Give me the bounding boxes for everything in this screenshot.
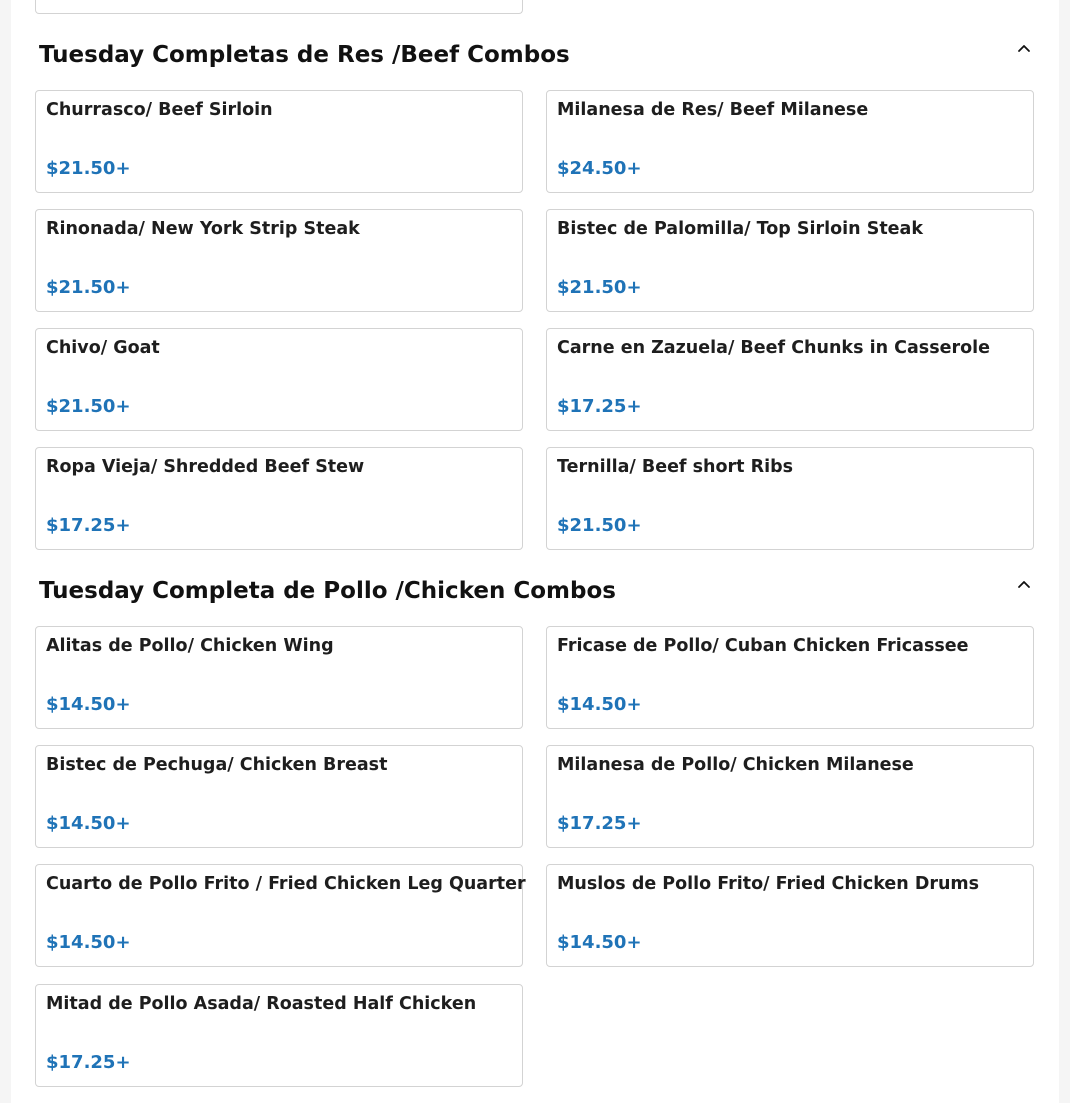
menu-item-price: $21.50+ — [46, 396, 131, 417]
menu-item-card[interactable] — [35, 745, 523, 848]
menu-item-name: Carne en Zazuela/ Beef Chunks in Casserole — [557, 338, 990, 358]
section-header-chicken — [11, 578, 1059, 618]
menu-item-price: $17.25+ — [46, 515, 131, 536]
section-title: Tuesday Completas de Res /Beef Combos — [39, 42, 570, 68]
menu-item-card[interactable] — [546, 447, 1034, 550]
menu-item-card[interactable] — [35, 90, 523, 193]
menu-item-card[interactable] — [546, 328, 1034, 431]
menu-item-price: $14.50+ — [557, 932, 642, 953]
menu-item-card[interactable] — [35, 209, 523, 312]
menu-item-card[interactable] — [546, 90, 1034, 193]
menu-item-name: Chivo/ Goat — [46, 338, 160, 358]
menu-item-card[interactable] — [35, 864, 526, 967]
menu-item-price: $14.50+ — [46, 813, 131, 834]
menu-item-name: Ternilla/ Beef short Ribs — [557, 457, 794, 477]
menu-item-name: Bistec de Palomilla/ Top Sirloin Steak — [557, 219, 923, 239]
section-header-beef — [11, 42, 1059, 82]
menu-item-card[interactable] — [35, 626, 523, 729]
menu-item-price: $14.50+ — [46, 932, 131, 953]
menu-item-name: Rinonada/ New York Strip Steak — [46, 219, 360, 239]
menu-item-card[interactable] — [546, 209, 1034, 312]
menu-item-card[interactable] — [546, 626, 1034, 729]
menu-item-price: $21.50+ — [46, 277, 131, 298]
menu-item-price: $17.25+ — [46, 1052, 131, 1073]
menu-item-card[interactable] — [35, 984, 523, 1087]
menu-item-card[interactable] — [35, 447, 523, 550]
menu-item-card-partial[interactable] — [35, 0, 523, 14]
menu-item-name: Churrasco/ Beef Sirloin — [46, 100, 273, 120]
menu-item-name: Cuarto de Pollo Frito / Fried Chicken Leg Quarter — [46, 874, 526, 894]
menu-item-price: $21.50+ — [557, 515, 642, 536]
menu-item-price: $21.50+ — [557, 277, 642, 298]
menu-item-card[interactable] — [546, 864, 1034, 967]
chevron-up-icon[interactable] — [1013, 574, 1035, 596]
menu-item-price: $21.50+ — [46, 158, 131, 179]
menu-item-name: Mitad de Pollo Asada/ Roasted Half Chicken — [46, 994, 477, 1014]
menu-item-price: $17.25+ — [557, 813, 642, 834]
menu-item-name: Bistec de Pechuga/ Chicken Breast — [46, 755, 388, 775]
menu-item-name: Fricase de Pollo/ Cuban Chicken Fricassee — [557, 636, 969, 656]
menu-item-name: Muslos de Pollo Frito/ Fried Chicken Drums — [557, 874, 980, 894]
menu-page — [11, 0, 1059, 1103]
section-title: Tuesday Completa de Pollo /Chicken Combos — [39, 578, 616, 604]
menu-item-name: Ropa Vieja/ Shredded Beef Stew — [46, 457, 365, 477]
menu-item-card[interactable] — [35, 328, 523, 431]
menu-item-card[interactable] — [546, 745, 1034, 848]
menu-item-price: $14.50+ — [46, 694, 131, 715]
chevron-up-icon[interactable] — [1013, 38, 1035, 60]
menu-item-name: Alitas de Pollo/ Chicken Wing — [46, 636, 334, 656]
menu-item-price: $17.25+ — [557, 396, 642, 417]
menu-item-name: Milanesa de Pollo/ Chicken Milanese — [557, 755, 914, 775]
menu-item-name: Milanesa de Res/ Beef Milanese — [557, 100, 869, 120]
menu-item-price: $24.50+ — [557, 158, 642, 179]
menu-item-price: $14.50+ — [557, 694, 642, 715]
